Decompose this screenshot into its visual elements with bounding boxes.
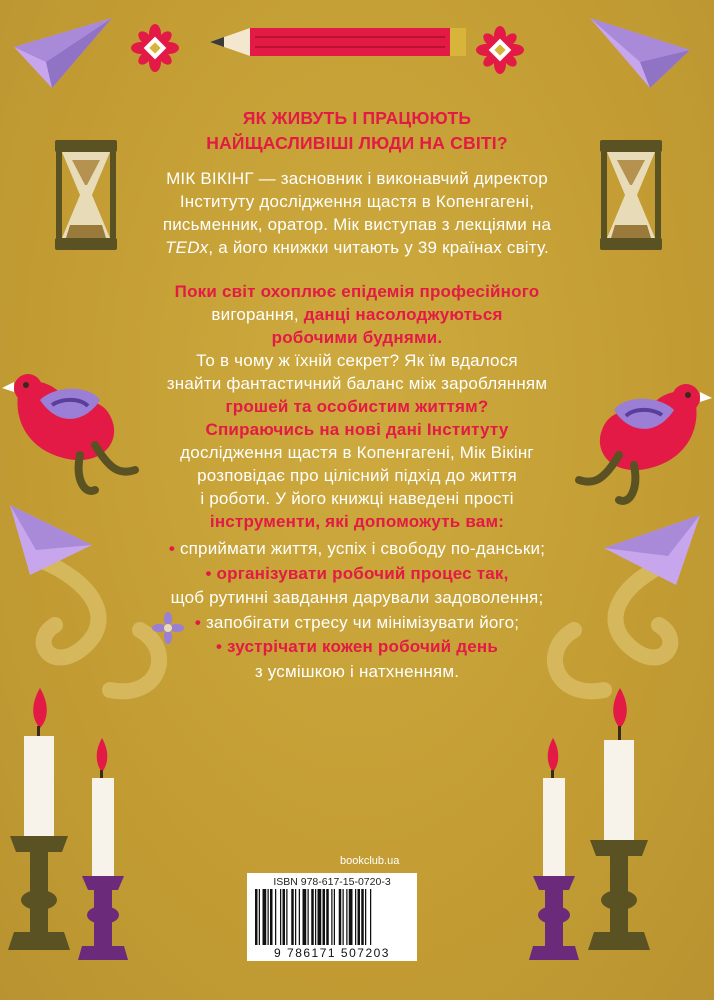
barcode-bar: [339, 889, 342, 945]
bullet-marker: •: [205, 563, 212, 583]
description-line-9: розповідає про цілісний підхід до життя: [197, 466, 517, 485]
tedx-text: TEDx: [165, 238, 209, 257]
author-bio-line-4: [0, 236, 714, 259]
barcode-digits: 9 786171 507203: [274, 946, 390, 960]
barcode-bar: [308, 889, 309, 945]
barcode-bar: [270, 889, 273, 945]
paper-plane-top-right-icon: [590, 18, 690, 88]
list-item: [0, 635, 714, 660]
list-item-continuation: з усмішкою і натхненням.: [254, 661, 460, 681]
description-line-4: То в чому ж їхній секрет? Як їм вдалося: [196, 351, 518, 370]
barcode-bar: [303, 889, 307, 945]
author-bio-line-4-rest: , а його книжки читають у 39 країнах світу.: [208, 238, 549, 257]
author-bio: [0, 167, 714, 259]
barcode-bar: [358, 889, 361, 945]
list-item-bold-text: організувати робочий процес так,: [216, 563, 509, 583]
list-item-text: запобігати стресу чи мінімізувати його;: [205, 612, 520, 632]
barcode-bar: [343, 889, 344, 945]
list-item: [0, 611, 714, 636]
barcode-bar: [370, 889, 371, 945]
isbn-number: ISBN 978-617-15-0720-3: [273, 876, 391, 888]
folk-flower-left-icon: [131, 24, 179, 72]
barcode-bar: [346, 889, 347, 945]
candle-tall-left-icon: [8, 688, 70, 950]
barcode-bar: [349, 889, 353, 945]
description-line-6: грошей та особистим життям?: [225, 397, 489, 416]
list-item-text: сприймати життя, успіх і свободу по-данськи;: [179, 539, 546, 558]
barcode-bar: [283, 889, 286, 945]
barcode-bar: [334, 889, 335, 945]
description-line-8: дослідження щастя в Копенгагені, Мік Вікінг: [180, 443, 534, 462]
barcode-bar: [286, 889, 287, 945]
barcode-bar: [311, 889, 314, 945]
folk-flower-right-icon: [476, 26, 524, 74]
bullet-marker: •: [194, 612, 201, 632]
barcode-bar: [326, 889, 329, 945]
description-line-2: [0, 303, 714, 326]
bullet-marker: •: [215, 637, 223, 656]
author-bio-line-1: МІК ВІКІНГ — засновник і виконавчий директор: [166, 169, 548, 188]
isbn-barcode: [247, 873, 417, 961]
description-line-3: робочими буднями.: [271, 328, 443, 347]
description-line-5: знайти фантастичний баланс між зароблянням: [166, 374, 548, 393]
description-line-7: Спираючись на нові дані Інституту: [205, 420, 509, 439]
list-item: [0, 562, 714, 587]
barcode-bar: [275, 889, 276, 945]
author-bio-line-2: Інституту дослідження щастя в Копенгагені,: [179, 192, 535, 211]
headline-line-1: ЯК ЖИВУТЬ І ПРАЦЮЮТЬ: [242, 108, 472, 128]
bullet-marker: •: [168, 539, 176, 558]
list-item: [0, 537, 714, 562]
cover-headline: [0, 106, 714, 156]
candle-tall-right-icon: [588, 688, 650, 950]
barcode-bar: [323, 889, 326, 945]
barcode-bar: [295, 889, 296, 945]
candle-short-right-icon: [529, 738, 579, 960]
publisher-website: bookclub.ua: [340, 855, 400, 867]
benefits-list: [0, 537, 714, 684]
list-item-continuation: щоб рутинні завдання дарували задоволення;: [170, 588, 544, 607]
barcode-bar: [291, 889, 294, 945]
pencil-icon: [210, 28, 466, 56]
description-line-1: Поки світ охоплює епідемія професійного: [174, 282, 540, 301]
cover-description: [0, 280, 714, 533]
barcode-bar: [255, 889, 258, 945]
barcode-bars: [253, 889, 411, 945]
barcode-bar: [365, 889, 366, 945]
barcode-bar: [331, 889, 332, 945]
danes-enjoy-text: данці насолоджуються: [303, 305, 503, 324]
description-line-11: інструменти, які допоможуть вам:: [209, 512, 505, 531]
list-item-bold-text: зустрічати кожен робочий день: [227, 637, 499, 656]
barcode-bar: [299, 889, 300, 945]
burnout-word: вигорання,: [211, 305, 299, 324]
barcode-bar: [355, 889, 356, 945]
barcode-bar: [280, 889, 281, 945]
paper-plane-top-left-icon: [14, 18, 112, 88]
barcode-bar: [361, 889, 364, 945]
barcode-bar: [263, 889, 267, 945]
author-bio-line-3: письменник, оратор. Мік виступав з лекціями на: [162, 215, 552, 234]
barcode-bar: [259, 889, 260, 945]
barcode-bar: [315, 889, 316, 945]
barcode-bar: [318, 889, 322, 945]
candle-short-left-icon: [78, 738, 128, 960]
headline-line-2: НАЙЩАСЛИВІШІ ЛЮДИ НА СВІТІ?: [206, 133, 508, 153]
barcode-bar: [268, 889, 269, 945]
description-line-10: і роботи. У його книжці наведені прості: [200, 489, 514, 508]
